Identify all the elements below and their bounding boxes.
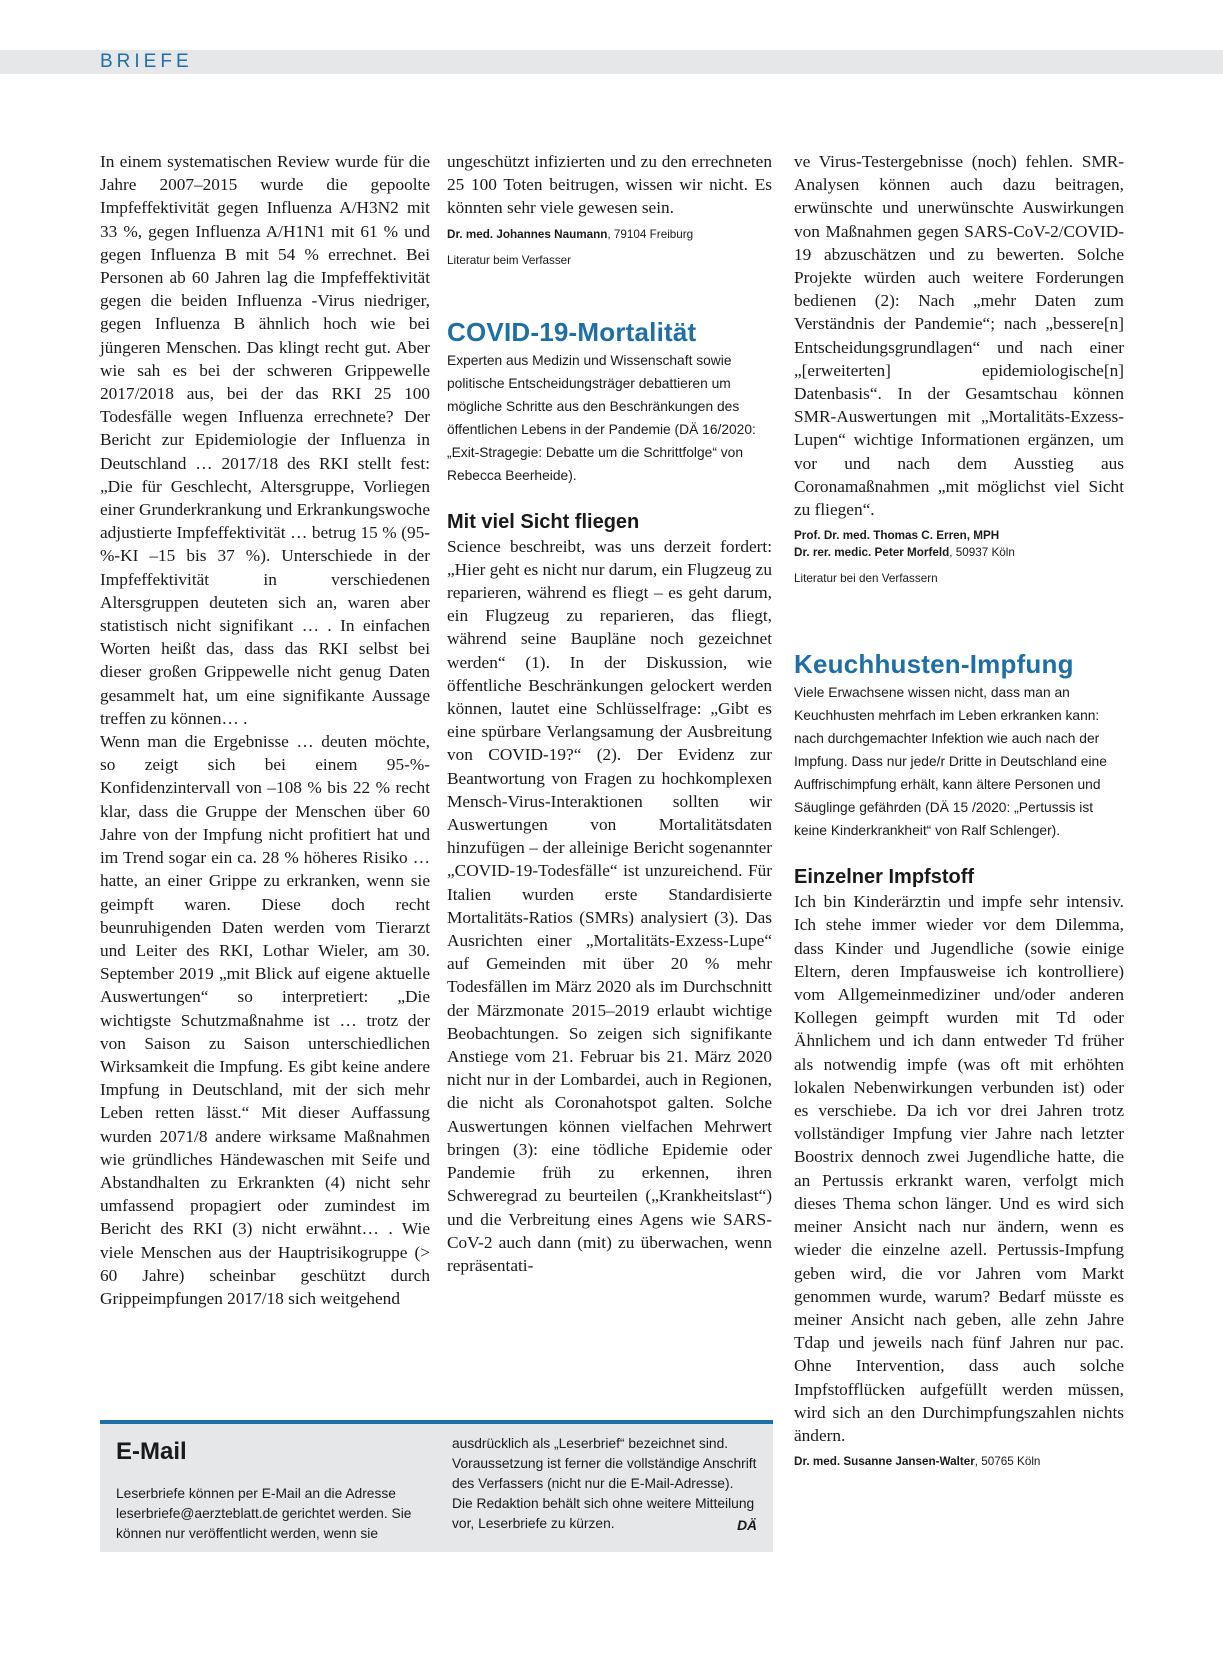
continuation-text: ve Virus-Testergebnisse (noch) fehlen. SMR-Analysen können auch dazu beitragen, erwünschte und unerwünschte Auswirkungen von Maßnahmen gegen SARS-CoV-2/COVID-19 abzuschätzen und zu bewerten. Solche Projekte würden auch weitere Forderungen bedienen (2): Nach „mehr Daten zum Verständnis der Pandemie“; nach „bessere[n] Entscheidungsgrundlagen“ und nach einer „[erweiterten] epidemiologische[n] Datenbasis“. In der Gesamtschau können SMR-Auswertungen mit „Mortalitäts-Exzess-Lupen“ wichtige Informationen ergänzen, um vor und nach dem Ausstieg aus Coronamaßnahmen „mit möglichst viel Sicht zu fliegen“. [794,152,1124,520]
letter-body-text: Science beschreibt, was uns derzeit fordert: „Hier geht es nicht nur darum, ein Flugzeug zu reparieren, während es fliegt – es geht darum, ein Flugzeug zu reparieren, das fliegt, während seine Baupläne noch gezeichnet werden“ (1). In der Diskussion, wie öffentliche Beschränkungen gelockert werden können, lautet eine Schlüsselfrage: „Gibt es eine spürbare Verlangsamung der Ausbreitung von COVID-19?“ (2). Der Evidenz zur Beantwortung von Fragen zu hochkomplexen Mensch-Virus-Interaktionen sollten wir Auswertungen von Mortalitätsdaten hinzufügen – der alleinige Bericht sogenannter „COVID-19-Todesfälle“ ist unzureichend. Für Italien wurden erste Standardisierte Mortalitäts-Ratios (SMRs) analysiert (3). Das Ausrichten einer „Mortalitäts-Exzess-Lupe“ auf Gemeinden mit über 20 % mehr Todesfällen im März 2020 als im Durchschnitt der Märzmonate 2015–2019 erlaubt wichtige Beobachtungen. So zeigen sich signifikante Anstiege vom 21. Februar bis 21. März 2020 nicht nur in der Lombardei, auch in Regionen, die nicht als Coronahotspot galten. Solche Auswertungen können vielfachen Mehrwert bringen (3): eine tödliche Epidemie oder Pandemie früh zu erkennen, ihren Schweregrad zu beurteilen („Krankheitslast“) und die Verbreitung eines Agens wie SARS-CoV-2 auch dann (mit) zu überwachen, wenn repräsentati- [447,536,772,1275]
article-intro-pertussis: Viele Erwachsene wissen nicht, dass man an Keuchhusten mehrfach im Leben erkranken kann: nach durchgemachter Infektion wie auch nach der Impfung. Dass nur jede/r Dritte in Deutschland eine Auffrischimpfung erhält, kann ältere Personen und Säuglinge gefährden (DÄ 15 /2020: „Pertussis ist keine Kinderkrankheit“ von Ralf Schlenger). [794,685,1107,839]
letter-body-text: Ich bin Kinderärztin und impfe sehr intensiv. Ich stehe immer wieder vor dem Dilemma, dass Kinder und Jugendliche (sowie einige Eltern, deren Impfausweise ich kontrolliere) vom Allgemeinmediziner und/oder anderen Kollegen geimpft wurden mit Td oder Ähnlichem und ich dann entweder Td früher als notwendig impfe (was oft mit erhöhten lokalen Nebenwirkungen verbunden ist) oder es verschiebe. Da ich vor drei Jahren trotz vollständiger Impfung vier Jahre nach letzter Boostrix dennoch zwei Jugendliche hatte, die an Pertussis erkrankt waren, verfolgt mich dieses Thema schon länger. Und es wird sich meiner Ansicht nach nur ändern, wenn es wieder die einzelne azell. Pertussis-Impfung geben wird, die vor Jahren vom Markt genommen wurde, warum? Bedarf müsste es meiner Ansicht nach geben, alle zehn Jahre Tdap und jeweils nach fünf Jahren nur pac. Ohne Intervention, dass auch solche Impfstofflücken aufgefüllt werden müssen, wird sich an den Durchimpfungszahlen nichts ändern. [794,892,1124,1445]
letter-continuation-covid [794,150,1124,521]
article-title-covid: COVID-19-Mortalität [447,316,697,347]
letter-signature-covid [794,527,1124,561]
section-header-bar [0,50,1223,74]
signature-name: Prof. Dr. med. Thomas C. Erren, MPH [794,529,1000,543]
letter-body-pertussis [794,890,1124,1447]
signature-place: , 50765 Köln [974,1455,1041,1469]
col1-paragraph-2: Wenn man die Ergebnisse … deuten möchte, so zeigt sich bei einem 95-%-Konfidenzintervall von –108 % bis 22 % recht klar, dass die Gruppe der Menschen über 60 Jahre von der Impfung nicht profitiert hat und im Trend sogar ein ca. 28 % höheres Risiko … hatte, an einer Grippe zu erkranken, wenn sie geimpft waren. Diese doch recht beunruhigenden Daten werden vom Tierarzt und Leiter des RKI, Lothar Wieler, am 30. September 2019 „mit Blick auf eigene aktuelle Auswertungen“ so interpretiert: „Die wichtigste Schutzmaßnahme ist … trotz der von Saison zu Saison unterschiedlichen Wirksamkeit die Impfung. Es gibt keine andere Impfung in Deutschland, mit der sich mehr Leben retten lässt.“ Mit dieser Auffassung wurden 2071/8 andere wirksame Maßnahmen wie gründliches Händewaschen mit Seife und Abstandhalten zu Erkrankten (4) nicht sehr umfassend propagiert oder zumindest im Bericht des RKI (3) nicht erwähnt… . Wie viele Menschen aus der Hauptrisikogruppe (> 60 Jahre) scheinbar geschützt durch Grippeimpfungen 2017/18 sich weitgehend [100,732,430,1308]
email-box-text-right: ausdrücklich als „Leserbrief“ bezeichnet sind. Voraussetzung ist ferner die vollständige Anschrift des Verfassers (nicht nur die E-Mail-Adresse). Die Redaktion behält sich ohne weitere Mitteilung vor, Leserbriefe zu kürzen. [452,1436,757,1531]
letter-headline-covid: Mit viel Sicht fliegen [447,510,640,533]
signature-name: Dr. med. Johannes Naumann [447,227,608,241]
col1-paragraph-1: In einem systematischen Review wurde für die Jahre 2007–2015 wurde die gepoolte Impfeffektivität gegen Influenza A/H3N2 mit 33 %, gegen Influenza A/H1N1 mit 61 % und gegen Influenza B mit 54 % errechnet. Bei Personen ab 60 Jahren lag die Impfeffektivität gegen die beiden Influenza -Virus niedriger, gegen Influenza B ähnlich hoch wie bei jüngeren Menschen. Das klingt recht gut. Aber wie sah es bei der schweren Grippewelle 2017/2018 aus, bei der das RKI 25 100 Todesfälle wegen Influenza errechnete? Der Bericht zur Epidemiologie der Influenza in Deutschland … 2017/18 des RKI stellt fest: „Die für Geschlecht, Altersgruppe, Vorliegen einer Grunderkrankung und Erkrankungswoche adjustierte Impfeffektivität … betrug 15 % (95-%-KI –15 bis 37 %). Unterschiede in der Impfeffektivität in verschiedenen Altersgruppen deuteten sich an, waren aber statistisch nicht signifikant … . In einfachen Worten heißt das, dass das RKI selbst bei dieser großen Grippewelle nicht genug Daten gesammelt hat, um eine signifikante Aussage treffen zu können… . [100,152,430,728]
signature-name: Dr. med. Susanne Jansen-Walter [794,1455,975,1469]
column-1 [100,150,430,1310]
section-label: BRIEFE [100,51,193,72]
signature-place: , 50937 Köln [949,546,1015,560]
article-intro-covid: Experten aus Medizin und Wissenschaft sowie politische Entscheidungsträger debattieren um mögliche Schritte aus den Beschränkungen des öffentlichen Lebens in der Pandemie (DÄ 16/2020: „Exit-Stragegie: Debatte um die Schrittfolge“ von Rebecca Beerheide). [447,352,756,483]
literature-note: Literatur bei den Verfassern [794,572,938,586]
letter-continuation [447,150,772,220]
email-info-box [100,1420,773,1552]
email-box-text-left: Leserbriefe können per E-Mail an die Adresse leserbriefe@aerzteblatt.de gerichtet werden. Sie können nur veröffentlicht werden, wenn sie [116,1486,412,1541]
column-3 [794,150,1124,1470]
column-2 [447,150,772,1277]
literature-note: Literatur beim Verfasser [447,253,572,267]
email-box-title: E-Mail [116,1438,187,1465]
article-title-pertussis: Keuchhusten-Impfung [794,649,1074,680]
letter-body-covid [447,535,772,1278]
signature-place: , 79104 Freiburg [607,227,694,241]
email-box-signature: DÄ [737,1518,757,1533]
letter-signature-pertussis [794,1453,1124,1470]
letter-headline-pertussis: Einzelner Impfstoff [794,866,975,889]
signature-name: Dr. rer. medic. Peter Morfeld [794,546,950,560]
letter-signature [447,226,772,243]
continuation-text: ungeschützt infizierten und zu den errechneten 25 100 Toten beitrugen, wissen wir nicht. Es könnten sehr viele gewesen sein. [447,152,772,218]
